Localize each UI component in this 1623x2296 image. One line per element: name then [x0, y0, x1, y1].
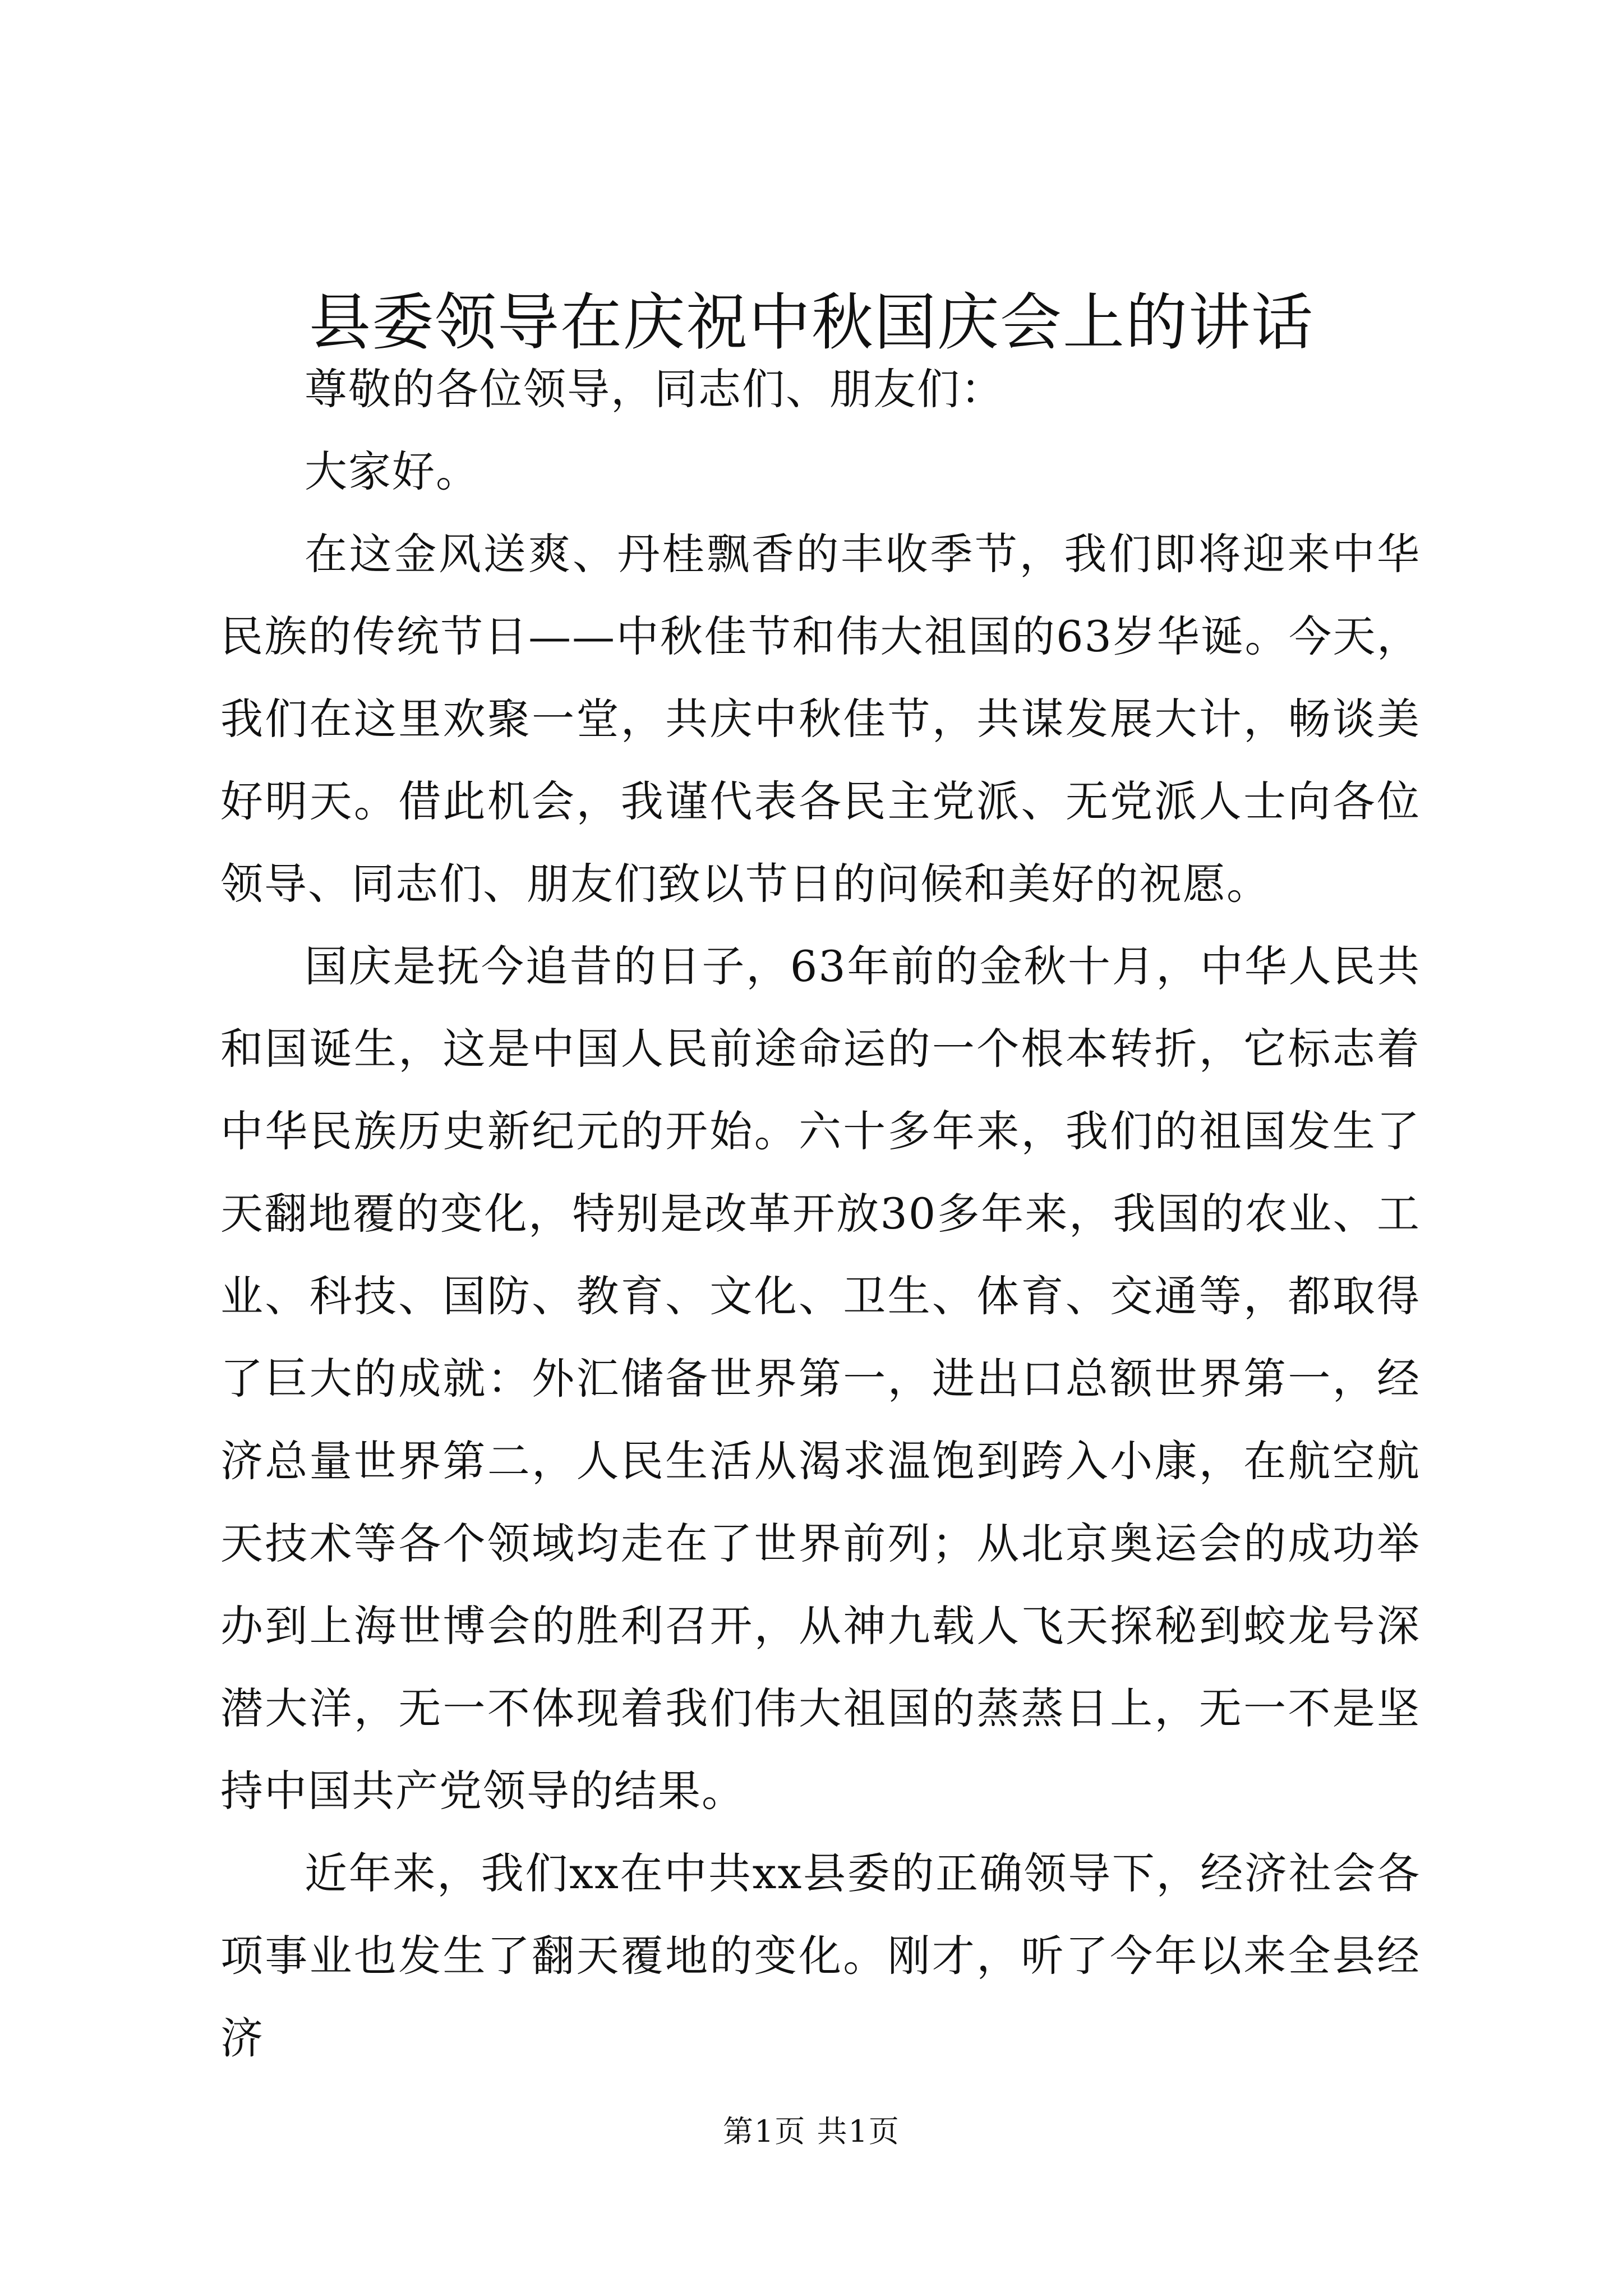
document-body: [220, 348, 1421, 2079]
paragraph-national-achievements: 国庆是抚今追昔的日子，63年前的金秋十月，中华人民共和国诞生，这是中国人民前途命运的一个根本转折，它标志着中华民族历史新纪元的开始。六十多年来，我们的祖国发生了天翻地覆的变化，特别是改革开放30多年来，我国的农业、工业、科技、国防、教育、文化、卫生、体育、交通等，都取得了巨大的成就：外汇储备世界第一，进出口总额世界第一，经济总量世界第二，人民生活从渴求温饱到跨入小康，在航空航天技术等各个领域均走在了世界前列；从北京奥运会的成功举办到上海世博会的胜利召开，从神九载人飞天探秘到蛟龙号深潜大洋，无一不体现着我们伟大祖国的蒸蒸日上，无一不是坚持中国共产党领导的结果。: [220, 941, 1421, 1816]
paragraph-salutation: 尊敬的各位领导，同志们、朋友们：: [305, 364, 1004, 414]
paragraph-greeting: 大家好。: [305, 447, 479, 496]
paragraph-festival-wishes: 在这金风送爽、丹桂飘香的丰收季节，我们即将迎来中华民族的传统节日——中秋佳节和伟大祖国的63岁华诞。今天，我们在这里欢聚一堂，共庆中秋佳节，共谋发展大计，畅谈美好明天。借此机会，我谨代表各民主党派、无党派人士向各位领导、同志们、朋友们致以节日的问候和美好的祝愿。: [220, 529, 1421, 909]
paragraph-local-development: 近年来，我们xx在中共xx县委的正确领导下，经济社会各项事业也发生了翻天覆地的变化。刚才，听了今年以来全县经济: [220, 1848, 1421, 2063]
document-title: 县委领导在庆祝中秋国庆会上的讲话: [309, 287, 1314, 358]
page-footer: 第1页 共1页: [723, 2114, 900, 2149]
